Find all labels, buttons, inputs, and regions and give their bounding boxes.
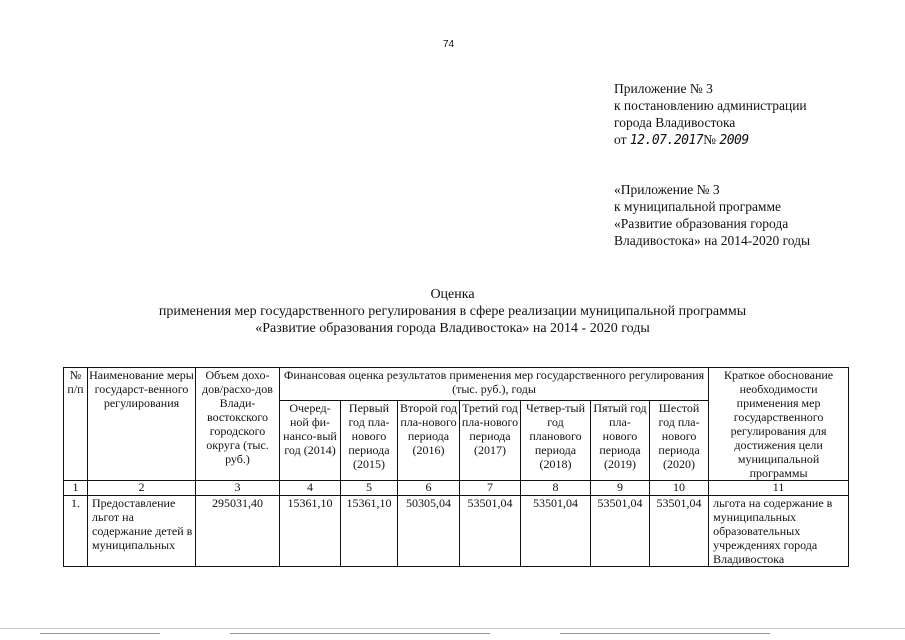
- value-2019: 53501,04: [591, 496, 650, 567]
- header-year-2019: Пятый год пла-нового периода (2019): [591, 400, 650, 480]
- assessment-table: [63, 367, 849, 567]
- header-col-volume: Объем дохо-дов/расхо-дов Влади-востокского городского округа (тыс. руб.): [196, 368, 280, 481]
- number-sign: №: [703, 132, 717, 147]
- measure-name: [88, 496, 196, 567]
- column-number: 7: [460, 481, 521, 496]
- table-row: [64, 496, 849, 567]
- justification-text: [709, 496, 849, 567]
- row-number: 1.: [64, 496, 88, 567]
- column-number: 9: [591, 481, 650, 496]
- value-2014: 15361,10: [280, 496, 341, 567]
- column-number: 5: [341, 481, 398, 496]
- justification-body: льгота на содержание в муниципальных образовательных учреждениях города Владивостока: [713, 496, 833, 566]
- title-line-2: применения мер государственного регулирования в сфере реализации муниципальной программы: [158, 304, 747, 319]
- header-year-2017: Третий год пла-нового периода (2017): [460, 400, 521, 480]
- appendix-header-program: [614, 181, 810, 249]
- value-2016: 50305,04: [398, 496, 460, 567]
- column-number: 2: [88, 481, 196, 496]
- appendix-1-line-2: к постановлению администрации: [614, 98, 807, 113]
- appendix-header-decree: [614, 80, 807, 149]
- document-title: [0, 286, 905, 337]
- appendix-2-line-1: «Приложение № 3: [614, 182, 720, 197]
- header-year-2018: Четвер-тый год планового периода (2018): [521, 400, 591, 480]
- column-number: 6: [398, 481, 460, 496]
- header-col-name: Наименование меры государст-венного регулирования: [88, 368, 196, 481]
- appendix-2-line-3: «Развитие образования города: [614, 216, 789, 231]
- header-year-2014: Очеред-ной фи-нансо-вый год (2014): [280, 400, 341, 480]
- column-number: 8: [521, 481, 591, 496]
- column-number: 1: [64, 481, 88, 496]
- value-2015: 15361,10: [341, 496, 398, 567]
- page-number: 74: [443, 39, 455, 50]
- date-prefix: от: [614, 132, 627, 147]
- scan-artifact-line: [560, 633, 770, 634]
- scan-artifact-line: [40, 633, 160, 634]
- scan-artifact-line: [230, 633, 490, 634]
- value-2018: 53501,04: [521, 496, 591, 567]
- column-number: 10: [650, 481, 709, 496]
- appendix-1-line-1: Приложение № 3: [614, 81, 713, 96]
- measure-name-text: Предоставление льгот на содержание детей в муниципальных: [92, 496, 193, 552]
- header-col-number: № п/п: [64, 368, 88, 481]
- column-number: 3: [196, 481, 280, 496]
- column-numbers-row: [64, 481, 849, 496]
- header-col-justification: Краткое обоснование необходимости применения мер государственного регулирования для достижения цели муниципальной программы: [709, 368, 849, 481]
- header-col-financial: Финансовая оценка результатов применения мер государственного регулирования (тыс. руб.), годы: [280, 368, 709, 401]
- header-year-2020: Шестой год пла-нового периода (2020): [650, 400, 709, 480]
- header-year-2015: Первый год пла-нового периода (2015): [341, 400, 398, 480]
- page-bottom-rule: [0, 628, 905, 629]
- header-row-1: [64, 368, 849, 401]
- appendix-1-line-3: города Владивостока: [614, 115, 736, 130]
- handwritten-number: 2009: [719, 133, 749, 148]
- column-number: 11: [709, 481, 849, 496]
- appendix-2-line-2: к муниципальной программе: [614, 199, 782, 214]
- appendix-1-date-line: [614, 131, 807, 149]
- value-2020: 53501,04: [650, 496, 709, 567]
- handwritten-date: 12.07.2017: [629, 133, 704, 148]
- volume-value: 295031,40: [196, 496, 280, 567]
- appendix-2-line-4: Владивостока» на 2014-2020 годы: [614, 233, 811, 248]
- title-line-3: «Развитие образования города Владивостока» на 2014 - 2020 годы: [255, 321, 650, 336]
- value-2017: 53501,04: [460, 496, 521, 567]
- header-year-2016: Второй год пла-нового периода (2016): [398, 400, 460, 480]
- column-number: 4: [280, 481, 341, 496]
- title-line-1: Оценка: [430, 287, 475, 302]
